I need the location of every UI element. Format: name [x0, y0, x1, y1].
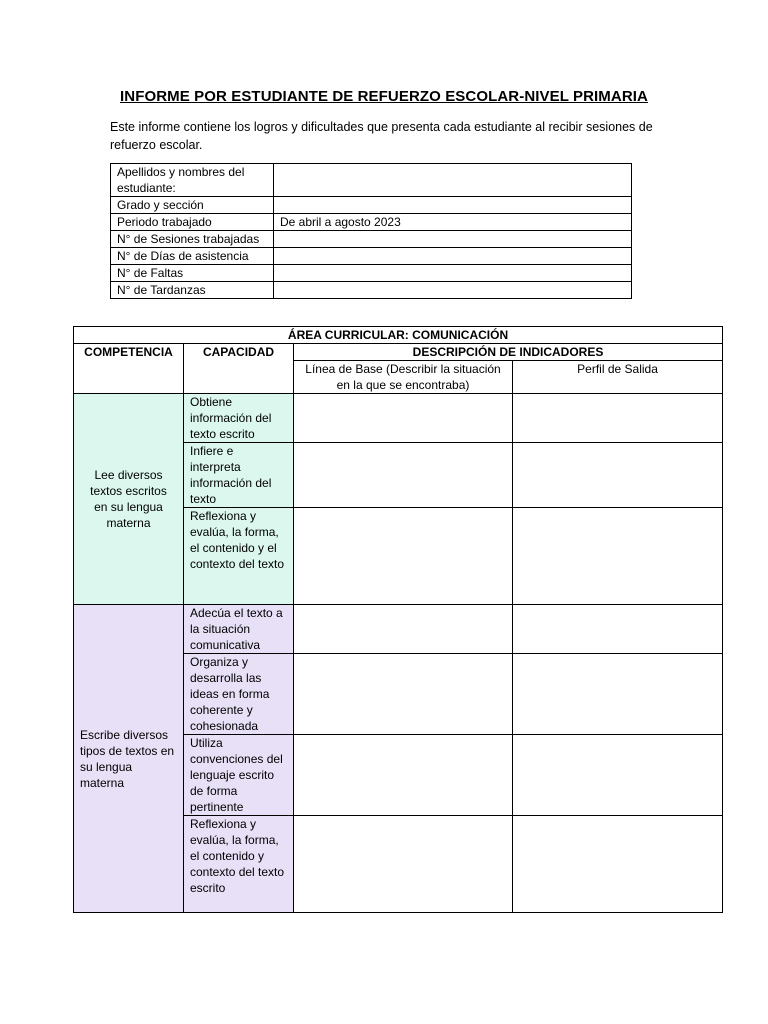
value-faltas[interactable]	[274, 265, 632, 282]
linea-base-cell[interactable]	[294, 654, 513, 735]
table-row	[111, 197, 632, 214]
capacidad-cell: Reflexiona y evalúa, la forma, el contenido y el contexto del texto	[184, 508, 294, 605]
label-asistencia: N° de Días de asistencia	[111, 248, 274, 265]
linea-base-cell[interactable]	[294, 735, 513, 816]
header-competencia: COMPETENCIA	[74, 344, 184, 394]
linea-base-cell[interactable]	[294, 394, 513, 443]
table-row	[111, 248, 632, 265]
capacidad-cell: Reflexiona y evalúa, la forma, el contenido y contexto del texto escrito	[184, 816, 294, 913]
table-row	[111, 164, 632, 197]
label-periodo: Periodo trabajado	[111, 214, 274, 231]
label-grado: Grado y sección	[111, 197, 274, 214]
table-row	[74, 605, 723, 654]
perfil-salida-cell[interactable]	[513, 394, 723, 443]
header-perfil-salida: Perfil de Salida	[513, 361, 723, 394]
capacidad-cell: Infiere e interpreta información del texto	[184, 443, 294, 508]
table-row	[111, 265, 632, 282]
capacidad-cell: Utiliza convenciones del lenguaje escrito de forma pertinente	[184, 735, 294, 816]
linea-base-cell[interactable]	[294, 443, 513, 508]
perfil-salida-cell[interactable]	[513, 735, 723, 816]
linea-base-cell[interactable]	[294, 816, 513, 913]
linea-base-cell[interactable]	[294, 508, 513, 605]
student-info-table	[110, 163, 632, 299]
perfil-salida-cell[interactable]	[513, 605, 723, 654]
label-tardanzas: N° de Tardanzas	[111, 282, 274, 299]
header-descripcion: DESCRIPCIÓN DE INDICADORES	[294, 344, 723, 361]
value-apellidos[interactable]	[274, 164, 632, 197]
perfil-salida-cell[interactable]	[513, 443, 723, 508]
intro-paragraph: Este informe contiene los logros y dificultades que presenta cada estudiante al recibir sesiones de refuerzo escolar.	[110, 120, 653, 152]
value-tardanzas[interactable]	[274, 282, 632, 299]
table-row	[111, 231, 632, 248]
capacidad-cell: Organiza y desarrolla las ideas en forma coherente y cohesionada	[184, 654, 294, 735]
value-periodo[interactable]: De abril a agosto 2023	[274, 214, 632, 231]
perfil-salida-cell[interactable]	[513, 816, 723, 913]
linea-base-cell[interactable]	[294, 605, 513, 654]
capacidad-cell: Adecúa el texto a la situación comunicativa	[184, 605, 294, 654]
value-grado[interactable]	[274, 197, 632, 214]
area-curricular-table	[73, 326, 723, 913]
value-asistencia[interactable]	[274, 248, 632, 265]
table-row	[111, 282, 632, 299]
table-row	[74, 344, 723, 361]
header-linea-base: Línea de Base (Describir la situación en la que se encontraba)	[294, 361, 513, 394]
area-title: ÁREA CURRICULAR: COMUNICACIÓN	[74, 327, 723, 344]
table-row	[74, 394, 723, 443]
table-row	[111, 214, 632, 231]
header-capacidad: CAPACIDAD	[184, 344, 294, 394]
label-faltas: N° de Faltas	[111, 265, 274, 282]
document-title: INFORME POR ESTUDIANTE DE REFUERZO ESCOLAR-NIVEL PRIMARIA	[120, 88, 648, 105]
competencia-escribe: Escribe diversos tipos de textos en su lengua materna	[74, 605, 184, 913]
label-apellidos: Apellidos y nombres del estudiante:	[111, 164, 274, 197]
competencia-lee: Lee diversos textos escritos en su lengua materna	[74, 394, 184, 605]
table-row	[74, 327, 723, 344]
perfil-salida-cell[interactable]	[513, 508, 723, 605]
capacidad-cell: Obtiene información del texto escrito	[184, 394, 294, 443]
label-sesiones: N° de Sesiones trabajadas	[111, 231, 274, 248]
perfil-salida-cell[interactable]	[513, 654, 723, 735]
value-sesiones[interactable]	[274, 231, 632, 248]
